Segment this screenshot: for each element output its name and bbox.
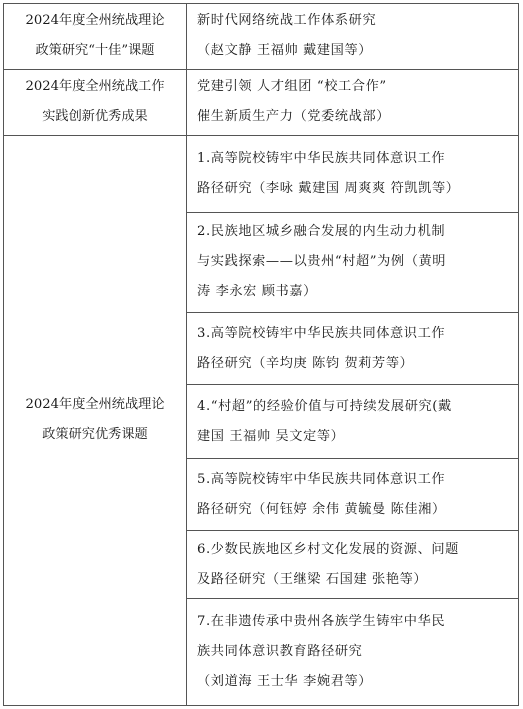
category-line: 2024年度全州统战理论: [25, 13, 165, 29]
result-line: 党建引领 人才组团 “校工合作”: [197, 79, 387, 95]
result-line: 6.少数民族地区乡村文化发展的资源、问题: [197, 541, 459, 557]
result-cell: [187, 385, 519, 459]
result-line: 与实践探索——以贵州“村超”为例（黄明: [197, 254, 447, 270]
result-cell: [187, 69, 519, 135]
result-line: 新时代网络统战工作体系研究: [197, 13, 377, 29]
result-line: 路径研究（何钰婷 余伟 黄毓曼 陈佳湘）: [197, 501, 446, 517]
result-cell: [187, 4, 519, 70]
result-line: 族共同体意识教育路径研究: [197, 644, 363, 660]
result-line: 1.高等院校铸牢中华民族共同体意识工作: [197, 150, 446, 166]
result-cell: [187, 459, 519, 531]
result-line: 路径研究（李咏 戴建国 周爽爽 符凯凯等）: [197, 180, 460, 196]
category-line: 实践创新优秀成果: [42, 109, 148, 125]
result-line: 涛 李永宏 顾书嘉）: [197, 284, 317, 300]
category-cell: [4, 69, 187, 135]
result-cell: [187, 599, 519, 706]
result-cell: [187, 212, 519, 313]
result-line: 2.民族地区城乡融合发展的内生动力机制: [197, 224, 446, 240]
result-line: 3.高等院校铸牢中华民族共同体意识工作: [197, 325, 446, 341]
table-row: [4, 4, 519, 70]
result-cell: [187, 531, 519, 599]
category-line: 2024年度全州统战理论: [25, 397, 165, 413]
awards-table: [3, 3, 519, 706]
result-line: 路径研究（辛均庚 陈钧 贺莉芳等）: [197, 355, 414, 371]
result-line: （刘道海 王士华 李婉君等）: [197, 674, 373, 690]
result-line: 催生新质生产力（党委统战部）: [197, 109, 391, 125]
category-cell: [4, 135, 187, 705]
result-line: 5.高等院校铸牢中华民族共同体意识工作: [197, 471, 446, 487]
result-line: 7.在非遗传承中贵州各族学生铸牢中华民: [197, 614, 446, 630]
result-cell: [187, 313, 519, 385]
table-row: [4, 135, 519, 212]
result-line: 4.“村超”的经验价值与可持续发展研究(戴: [197, 398, 452, 414]
category-cell: [4, 4, 187, 70]
category-line: 政策研究优秀课题: [42, 427, 148, 443]
result-cell: [187, 135, 519, 212]
result-line: 及路径研究（王继梁 石国建 张艳等）: [197, 571, 428, 587]
table-row: [4, 69, 519, 135]
category-line: 2024年度全州统战工作: [25, 79, 165, 95]
result-line: 建国 王福帅 吴文定等）: [197, 428, 345, 444]
category-line: 政策研究“十佳”课题: [35, 43, 155, 59]
result-line: （赵文静 王福帅 戴建国等）: [197, 43, 373, 59]
